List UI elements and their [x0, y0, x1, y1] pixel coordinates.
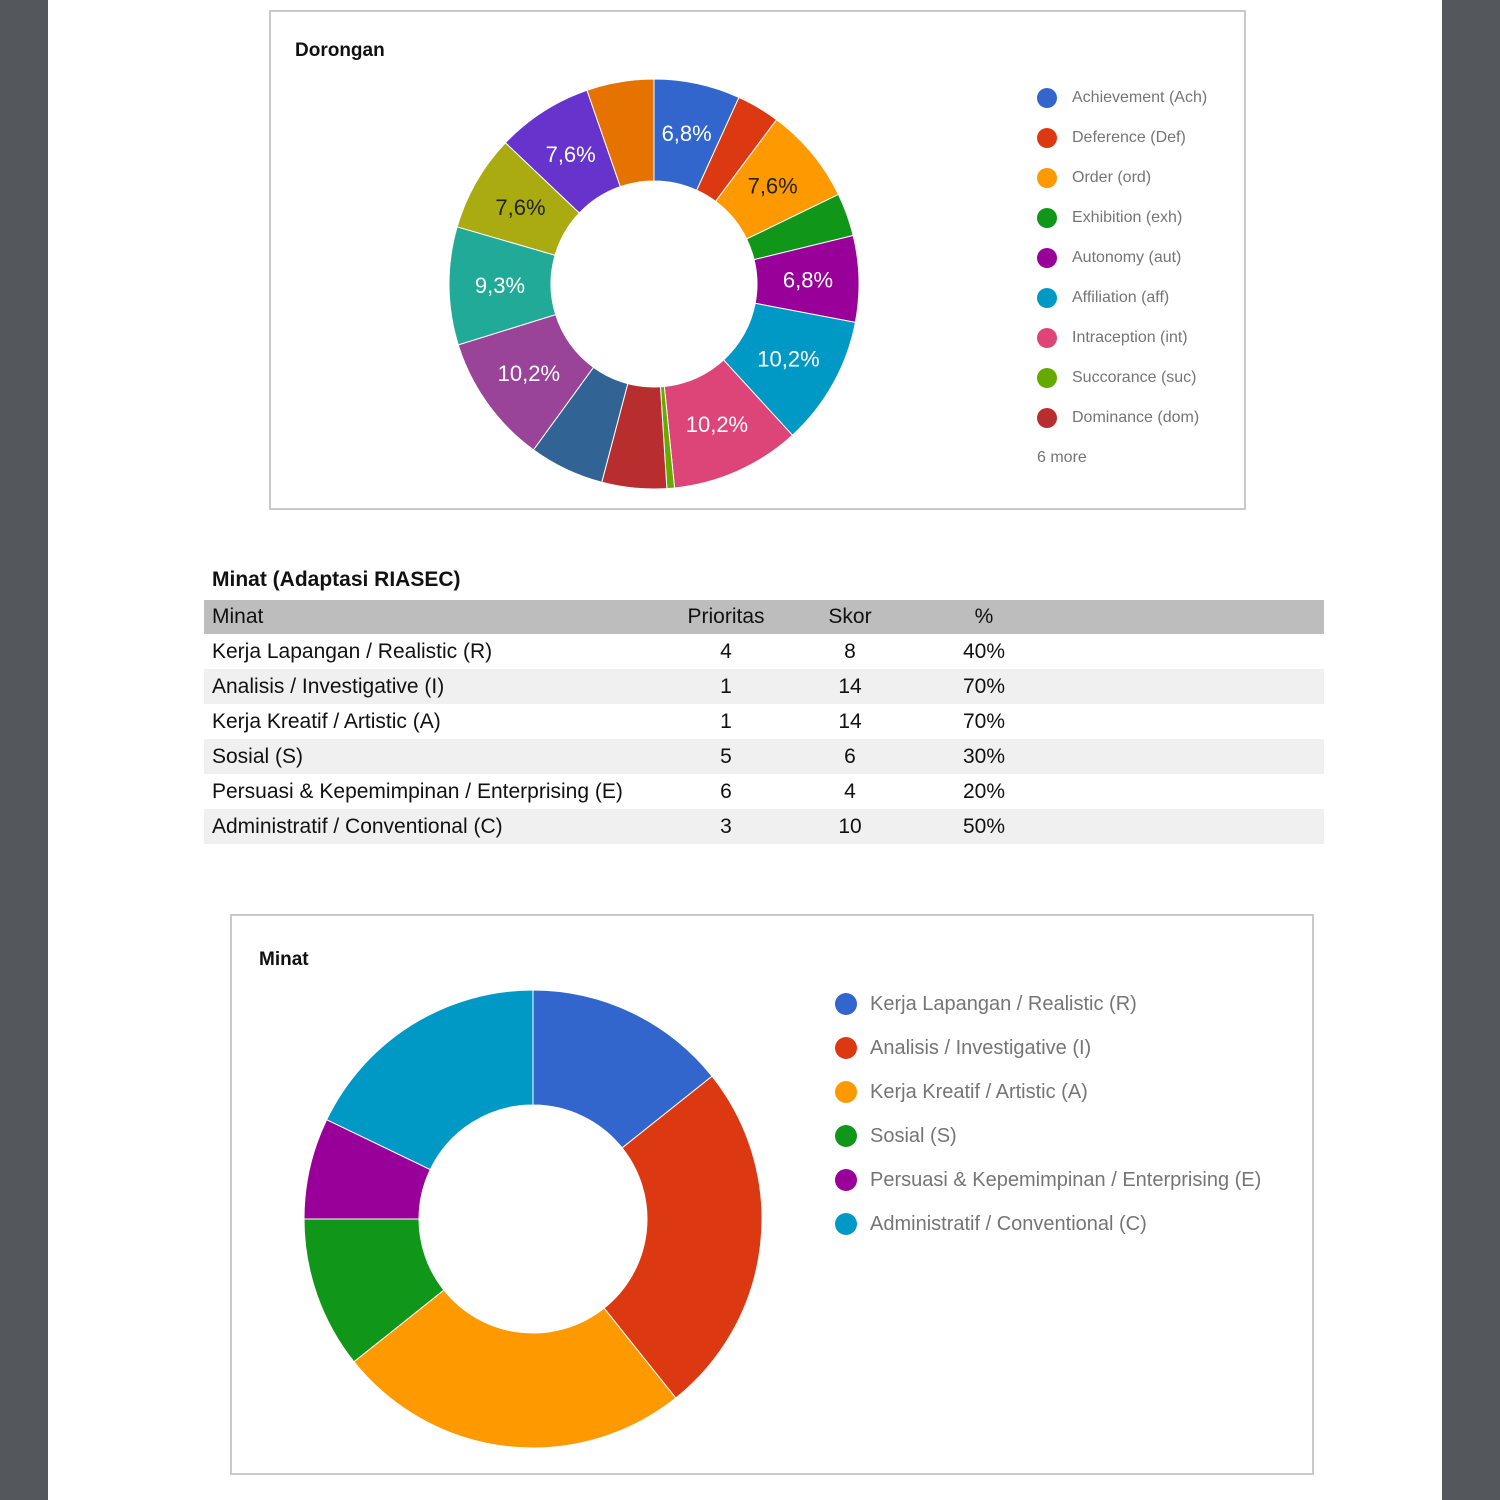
- cell-skor: 4: [844, 779, 856, 803]
- cell-spacer: [1056, 704, 1324, 739]
- slice-label: 7,6%: [747, 173, 798, 199]
- cell-percent: 20%: [962, 779, 1006, 803]
- legend-swatch: [1037, 328, 1057, 348]
- legend-item: [1037, 398, 1207, 438]
- slice-label: 7,6%: [495, 194, 546, 220]
- cell-minat: Administratif / Conventional (C): [204, 809, 664, 844]
- slice-label: 10,2%: [757, 346, 820, 372]
- legend-label: Achievement (Ach): [1072, 89, 1208, 106]
- cell-minat: Sosial (S): [204, 739, 664, 774]
- minat-chart-title: Minat: [259, 949, 309, 970]
- cell-percent: 70%: [962, 709, 1006, 733]
- dorongan-chart-title: Dorongan: [295, 40, 385, 61]
- legend-label: Administratif / Conventional (C): [870, 1212, 1147, 1235]
- slice-label: 9,3%: [474, 272, 526, 298]
- cell-percent: 50%: [912, 809, 1056, 844]
- legend-label: Kerja Lapangan / Realistic (R): [870, 992, 1137, 1015]
- table-row: [204, 809, 1324, 844]
- legend-swatch: [1037, 208, 1057, 228]
- cell-minat: Kerja Kreatif / Artistic (A): [212, 709, 441, 733]
- legend-swatch: [1037, 88, 1057, 108]
- cell-spacer: [1056, 739, 1324, 774]
- table-body: [204, 634, 1324, 844]
- legend-swatch: [1037, 288, 1057, 308]
- cell-minat: Analisis / Investigative (I): [204, 669, 664, 704]
- cell-percent: 30%: [912, 739, 1056, 774]
- cell-percent: 40%: [962, 639, 1006, 663]
- cell-spacer: [1056, 809, 1324, 844]
- legend-swatch: [835, 1081, 857, 1103]
- table-row: [204, 774, 1324, 809]
- header-percent: %: [912, 600, 1056, 634]
- slice-label: 7,6%: [545, 141, 596, 167]
- cell-skor: 8: [844, 639, 856, 663]
- header-prioritas: Prioritas: [664, 600, 788, 634]
- slice-label: 10,2%: [685, 412, 749, 438]
- legend-label: Succorance (suc): [1072, 369, 1197, 386]
- table-row: [204, 739, 1324, 774]
- table-row: [204, 634, 1324, 669]
- minat-legend: [835, 982, 1261, 1246]
- legend-item: [1037, 278, 1207, 318]
- legend-label: Dominance (dom): [1072, 409, 1200, 426]
- cell-prioritas: 5: [664, 739, 788, 774]
- cell-minat: Kerja Lapangan / Realistic (R): [212, 639, 493, 663]
- legend-swatch: [1037, 248, 1057, 268]
- legend-item: [835, 1026, 1261, 1070]
- cell-skor: 14: [788, 669, 912, 704]
- legend-item: [1037, 238, 1207, 278]
- legend-item: [835, 1114, 1261, 1158]
- legend-swatch: [1037, 368, 1057, 388]
- table-title: Minat (Adaptasi RIASEC): [212, 568, 461, 591]
- minat-chart: [230, 914, 1314, 1475]
- slice-label: 6,8%: [661, 121, 712, 147]
- cell-spacer: [1056, 634, 1324, 669]
- legend-item: [1037, 78, 1207, 118]
- slice-label: 10,2%: [497, 361, 561, 387]
- cell-percent: 70%: [912, 669, 1056, 704]
- cell-spacer: [1056, 774, 1324, 809]
- header-minat: Minat: [204, 600, 664, 634]
- legend-item: [1037, 158, 1207, 198]
- legend-label: Deference (Def): [1072, 129, 1186, 146]
- legend-item: [1037, 318, 1207, 358]
- dorongan-chart: [269, 10, 1246, 510]
- cell-prioritas: 1: [720, 709, 732, 733]
- legend-more-link[interactable]: 6 more: [1037, 449, 1087, 466]
- legend-swatch: [835, 1125, 857, 1147]
- cell-skor: 6: [788, 739, 912, 774]
- legend-item: [835, 1158, 1261, 1202]
- legend-label: Affiliation (aff): [1072, 289, 1170, 306]
- cell-prioritas: 1: [664, 669, 788, 704]
- legend-label: Kerja Kreatif / Artistic (A): [870, 1080, 1088, 1103]
- legend-swatch: [1037, 408, 1057, 428]
- legend-label: Sosial (S): [870, 1124, 957, 1147]
- legend-label: Autonomy (aut): [1072, 249, 1182, 266]
- cell-prioritas: 4: [720, 639, 732, 663]
- legend-swatch: [835, 1037, 857, 1059]
- legend-item: [835, 1070, 1261, 1114]
- cell-skor: 14: [838, 709, 862, 733]
- document-page: [48, 0, 1442, 1500]
- cell-prioritas: 6: [720, 779, 732, 803]
- legend-label: Exhibition (exh): [1072, 209, 1183, 226]
- header-spacer: [1056, 600, 1324, 634]
- cell-prioritas: 3: [664, 809, 788, 844]
- legend-item: [1037, 358, 1207, 398]
- legend-swatch: [1037, 168, 1057, 188]
- legend-item: [1037, 118, 1207, 158]
- legend-label: Persuasi & Kepemimpinan / Enterprising (E): [870, 1168, 1262, 1191]
- legend-swatch: [1037, 128, 1057, 148]
- legend-swatch: [835, 1169, 857, 1191]
- cell-minat: Persuasi & Kepemimpinan / Enterprising (E): [212, 779, 623, 803]
- legend-swatch: [835, 1213, 857, 1235]
- table-row: [204, 704, 1324, 739]
- riasec-table: [204, 600, 1324, 844]
- legend-swatch: [835, 993, 857, 1015]
- slice-label: 6,8%: [782, 267, 834, 293]
- header-skor: Skor: [788, 600, 912, 634]
- cell-spacer: [1056, 669, 1324, 704]
- table-row: [204, 669, 1324, 704]
- legend-label: Analisis / Investigative (I): [870, 1036, 1092, 1059]
- dorongan-legend: [1037, 78, 1207, 478]
- legend-label: Order (ord): [1072, 169, 1152, 186]
- cell-skor: 10: [788, 809, 912, 844]
- legend-label: Intraception (int): [1072, 329, 1188, 346]
- table-header-row: [204, 600, 1324, 634]
- legend-item: [835, 982, 1261, 1026]
- legend-item: [1037, 198, 1207, 238]
- legend-item: [835, 1202, 1261, 1246]
